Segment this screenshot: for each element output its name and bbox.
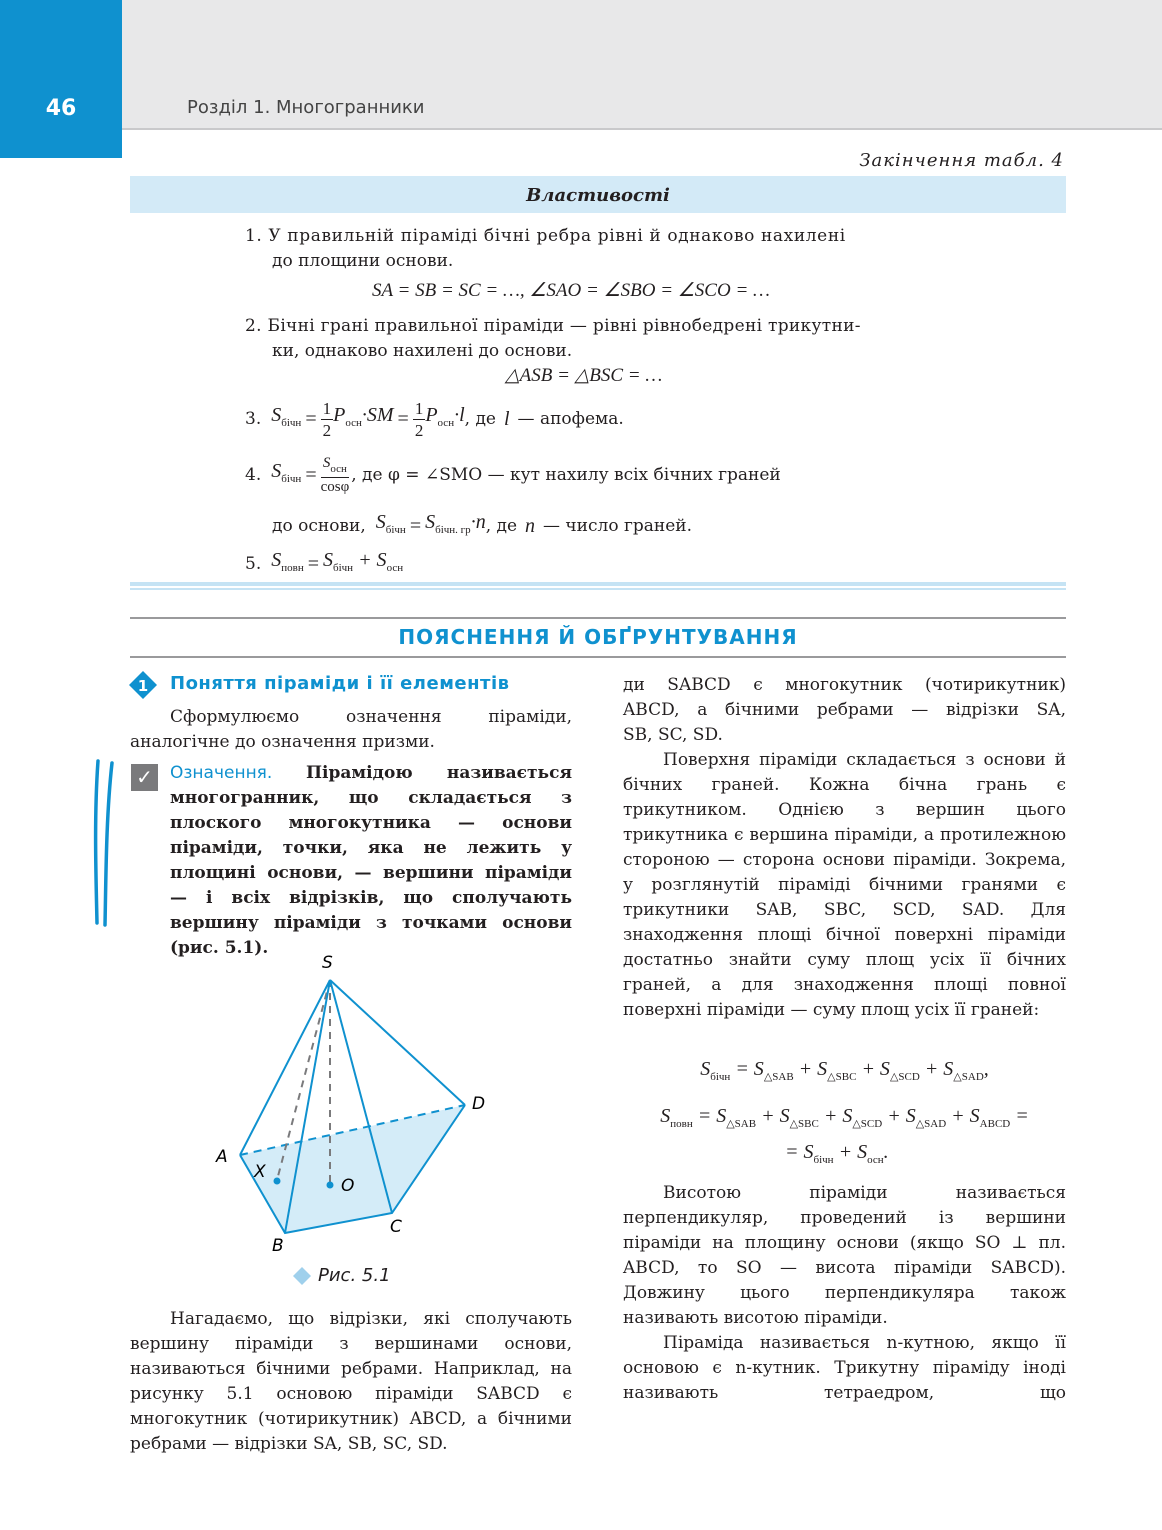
right-top-line-1: ди SABCD є многокутник (чотирикутник) bbox=[623, 675, 1066, 695]
figure-caption: Рис. 5.1 bbox=[318, 1265, 391, 1286]
section-rule-bottom bbox=[130, 656, 1066, 658]
label-B: B bbox=[272, 1236, 284, 1256]
left-after-figure: Нагадаємо, що відрізки, які сполучають вершину піраміди з вершинами основи, називаються бічними ребрами. Наприклад, на рисунку 5.1 основою піраміди SABCD є многокутник (чотирикутник) ABCD, а бічними ребрами — відрізки SA, SB, SC, SD. bbox=[130, 1309, 572, 1454]
right-top bbox=[623, 673, 1066, 748]
header-divider bbox=[122, 128, 1162, 130]
right-paragraph-3: Висотою піраміди називається перпендикуляр, проведений із вершини піраміди на площину основи (якщо SO ⊥ пл. ABCD, то SO — висота піраміди SABCD). Довжину цього перпендикуляра також називають висотою піраміди. bbox=[623, 1183, 1066, 1328]
property-4-line-2: до основи, $S_{бічн}$ = $S_{бічн. гр}\cdot n$ , де n — число граней. bbox=[272, 511, 693, 537]
left-intro: Сформулюємо означення піраміди, аналогічне до означення призми. bbox=[130, 707, 572, 752]
subsection-number-badge bbox=[128, 670, 158, 700]
property-4-tail: , де φ = ∠SMO — кут нахилу всіх бічних граней bbox=[351, 465, 781, 485]
right-top-line-3: SB, SC, SD. bbox=[623, 725, 723, 745]
section-rule-top bbox=[130, 617, 1066, 619]
formula-total-area: $S_{повн} = S_{\triangle SAB} + S_{\triangle SBC} + S_{\triangle SCD} + S_{\triangle SAD} + S_{ABCD}$ = bbox=[660, 1105, 1029, 1130]
label-X: X bbox=[254, 1162, 266, 1182]
subsection-number: 1 bbox=[137, 677, 149, 695]
property-2-line-2: ки, однаково нахилені до основи. bbox=[272, 341, 573, 361]
margin-strokes bbox=[92, 757, 126, 927]
page-number: 46 bbox=[45, 96, 77, 121]
formula-lateral-area: $S_{бічн} = S_{\triangle SAB} + S_{\triangle SBC} + S_{\triangle SCD} + S_{\triangle SAD}$, bbox=[700, 1058, 989, 1083]
point-O bbox=[327, 1182, 334, 1189]
right-paragraph-4: Піраміда називається n-кутною, якщо її основою є n-кутник. Трикутну піраміду іноді називають тетраедром, що bbox=[623, 1333, 1066, 1403]
edge-SD bbox=[330, 980, 465, 1105]
page-number-tab bbox=[0, 0, 122, 158]
property-1-formula: SA = SB = SC = …, ∠SAO = ∠SBO = ∠SCO = … bbox=[372, 280, 770, 301]
property-4: 4. $S_{бічн}$ = $\frac{S_{осн}}{\cos\varphi}$ , де φ = ∠SMO — кут нахилу всіх бічних граней bbox=[245, 455, 781, 495]
label-S: S bbox=[322, 953, 333, 973]
label-O: O bbox=[341, 1176, 355, 1196]
header-background bbox=[0, 0, 1162, 128]
chapter-title: Розділ 1. Многогранники bbox=[187, 97, 425, 118]
pyramid-figure bbox=[200, 945, 520, 1265]
label-D: D bbox=[472, 1094, 486, 1114]
definition-label: Означення. bbox=[170, 763, 273, 783]
table-bottom-rule-2 bbox=[130, 588, 1066, 590]
table-bottom-rule bbox=[130, 582, 1066, 586]
property-1-line-1: 1. У правильній піраміді бічні ребра рівні й однаково нахилені bbox=[245, 226, 846, 246]
property-3-number: 3. bbox=[245, 409, 262, 429]
property-2-formula: △ASB = △BSC = … bbox=[505, 365, 663, 386]
property-4-line-2-c: — число граней. bbox=[543, 516, 693, 536]
property-4-number: 4. bbox=[245, 465, 262, 485]
label-A: A bbox=[216, 1147, 228, 1167]
property-2-line-1: 2. Бічні грані правильної піраміди — рівні рівнобедрені трикутни- bbox=[245, 316, 861, 336]
table-continuation: Закінчення табл. 4 bbox=[859, 150, 1064, 171]
property-4-line-2-a: до основи, bbox=[272, 516, 366, 536]
label-C: C bbox=[390, 1217, 402, 1237]
subsection-title: Поняття піраміди і її елементів bbox=[170, 673, 510, 694]
property-3-tail-2: — апофема. bbox=[517, 409, 624, 429]
definition-check-icon: ✓ bbox=[131, 764, 158, 791]
point-X bbox=[274, 1178, 281, 1185]
property-3-tail: , де bbox=[464, 409, 496, 429]
definition-block bbox=[170, 761, 572, 961]
formula-total-area-2: = $S_{бічн} + S_{осн}$. bbox=[785, 1141, 889, 1166]
section-title: ПОЯСНЕННЯ Й ОБҐРУНТУВАННЯ bbox=[398, 625, 798, 649]
definition-text: Пірамідою називається многогранник, що складається з плоского многокутника — основи піраміди, точки, яка не лежить у площині основи, — вершини піраміди — і всіх відрізків, що сполучають вершину піраміди з точками основи (рис. 5.1). bbox=[170, 763, 572, 958]
property-4-line-2-b: , де bbox=[485, 516, 518, 536]
property-5-number: 5. bbox=[245, 554, 262, 574]
property-3: 3. $S_{бічн}$ = $\frac{1}{2}$ $P_{осн}\cdot SM$ = $\frac{1}{2}$ $P_{осн}\cdot l$ , де l — апофема. bbox=[245, 399, 624, 440]
property-1-line-2: до площини основи. bbox=[272, 251, 454, 271]
properties-heading: Властивості bbox=[526, 185, 670, 206]
property-5: 5. $S_{повн}$ = $S_{бічн} + S_{осн}$ bbox=[245, 549, 404, 575]
figure-caption-marker bbox=[292, 1266, 312, 1286]
right-top-line-2: ABCD, а бічними ребрами — відрізки SA, bbox=[623, 700, 1066, 720]
edge-SA bbox=[240, 980, 330, 1155]
right-paragraph-2: Поверхня піраміди складається з основи й бічних граней. Кожна бічна грань є трикутником. Однією з вершин цього трикутника є вершина піраміди, а протилежною стороною — сторона основи піраміди. Зокрема, у розглянутій піраміді бічними гранями є трикутники SAB, SBC, SCD, SAD. Для знаходження площі бічної поверхні піраміди достатньо знайти суму площ усіх її бічних граней, а для знаходження площі повної поверхні піраміди — суму площ усіх її граней: bbox=[623, 750, 1066, 1020]
